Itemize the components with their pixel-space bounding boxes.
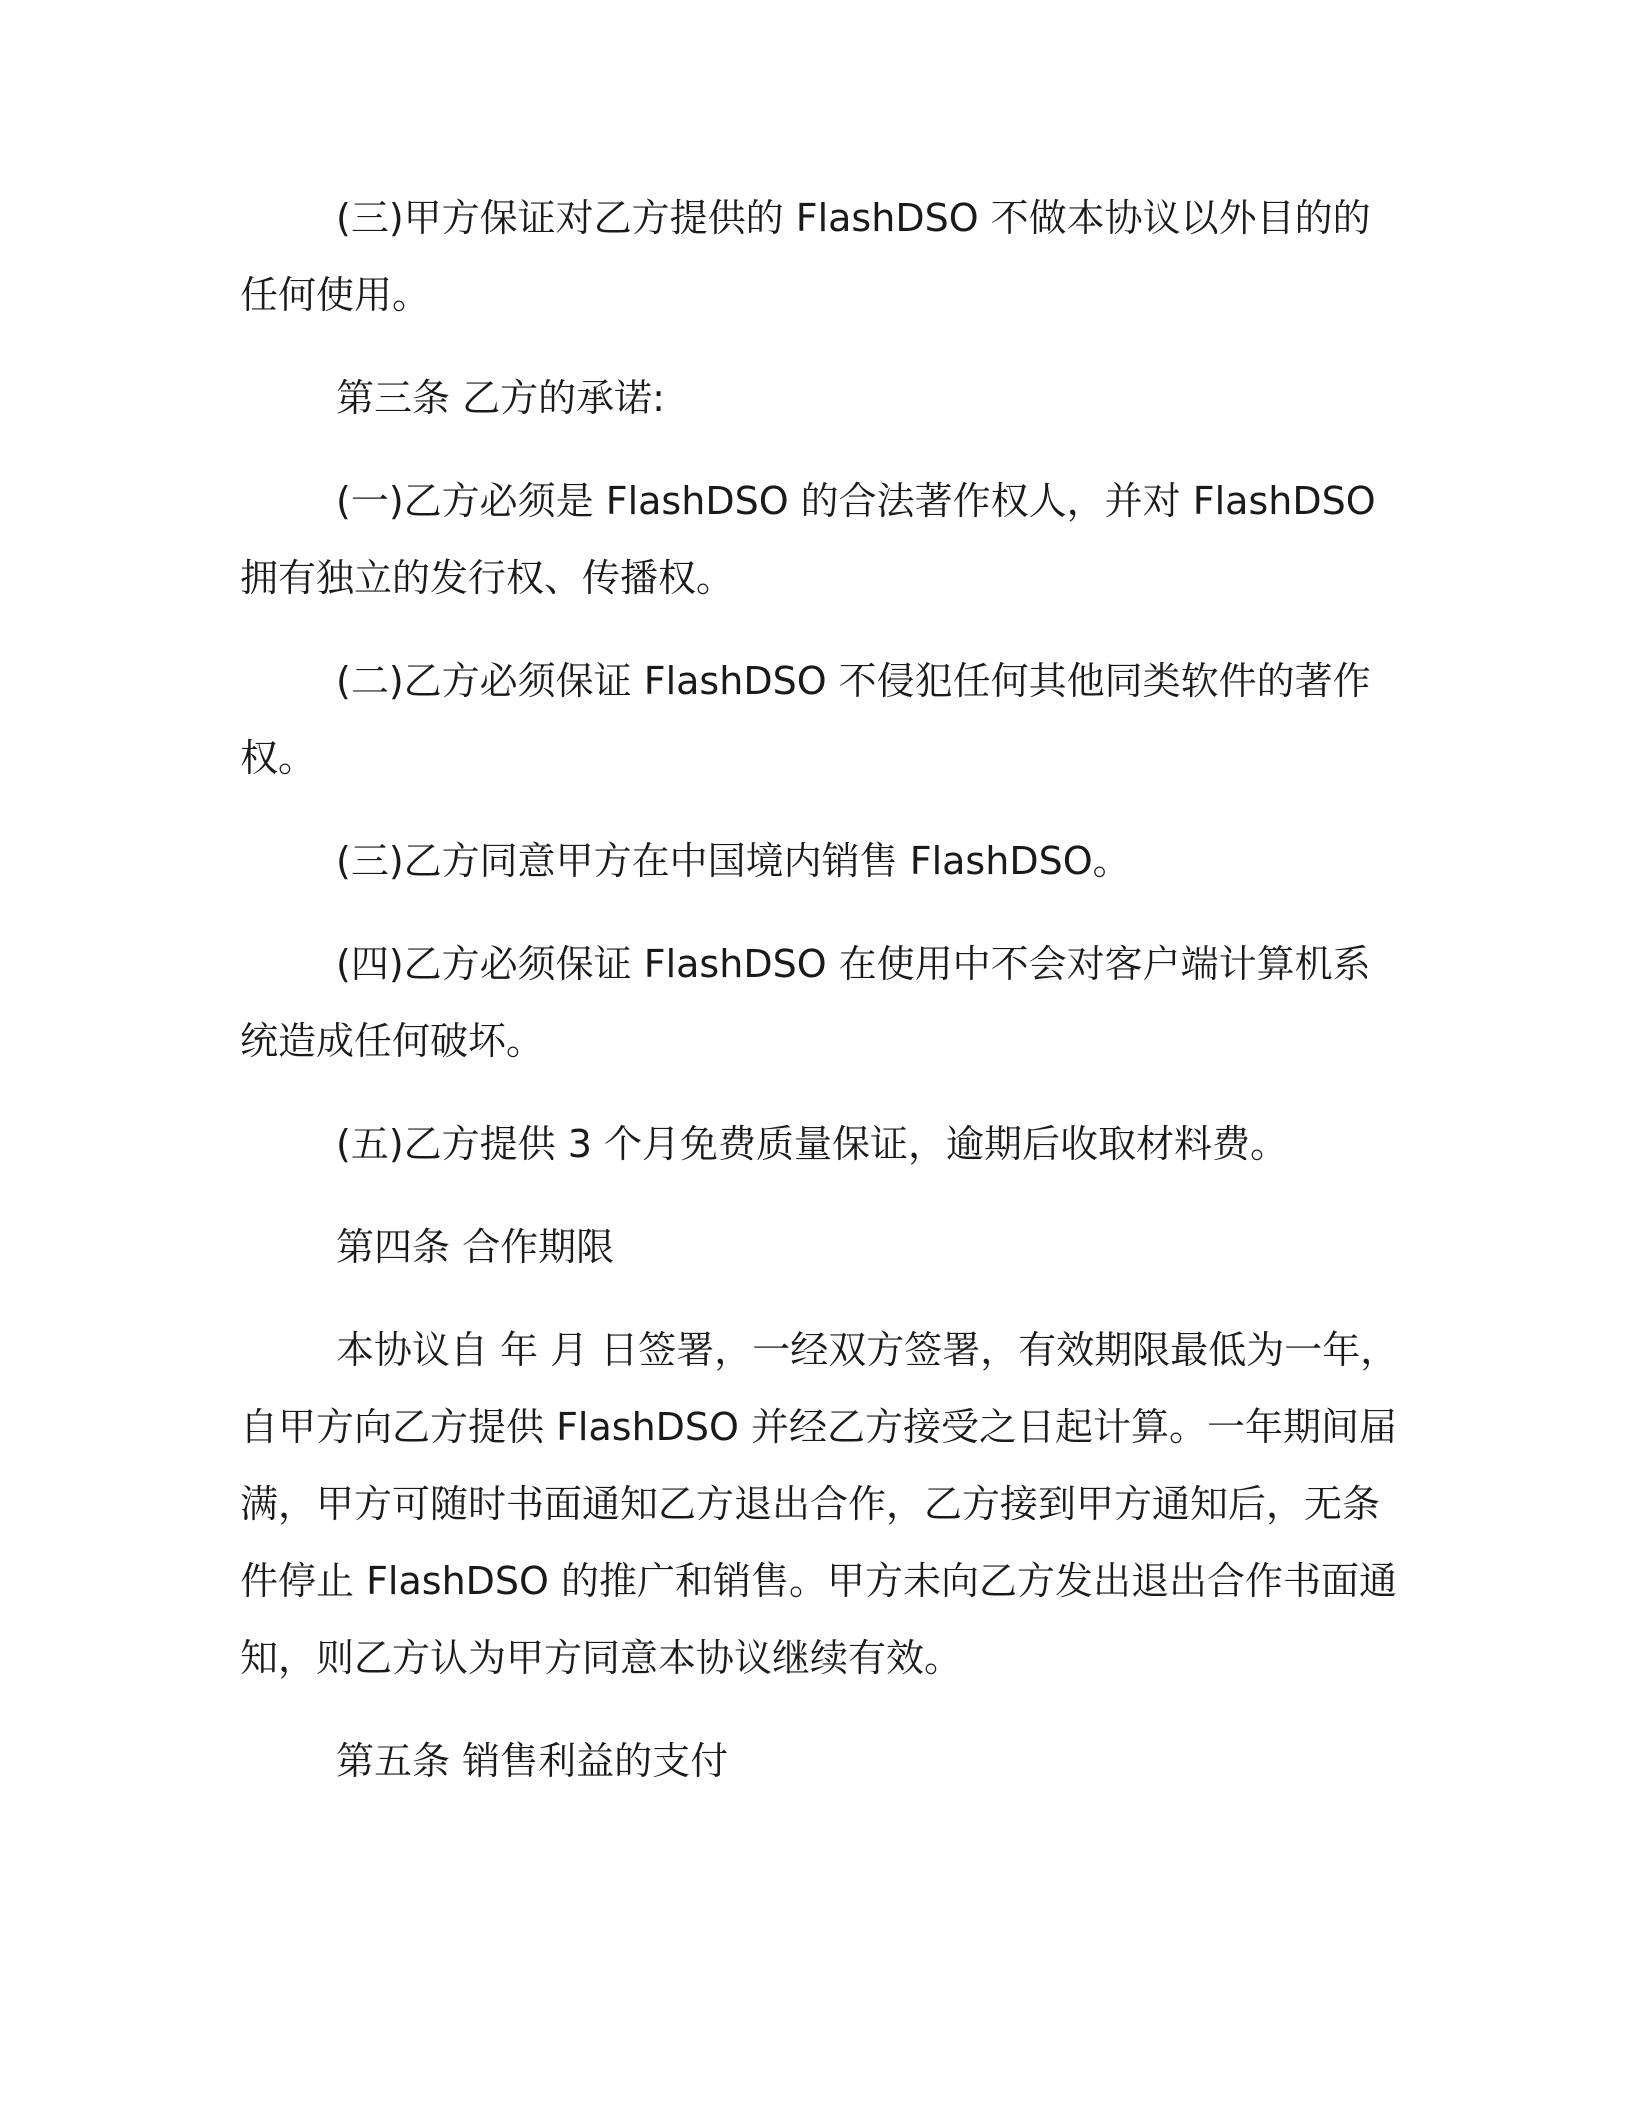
article-3-heading: 第三条 乙方的承诺: — [336, 376, 665, 420]
article-3-item-3: (三)乙方同意甲方在中国境内销售 FlashDSO。 — [336, 839, 1131, 883]
article-5-heading: 第五条 销售利益的支付 — [336, 1739, 729, 1783]
article-4-body: 本协议自 年 月 日签署，一经双方签署，有效期限最低为一年，自甲方向乙方提供 FlashDSO 并经乙方接受之日起计算。一年期间届满，甲方可随时书面通知乙方退出合作，乙方接到甲方通知后，无条件停止 FlashDSO 的推广和销售。甲方未向乙方发出退出合作书面通知，则乙方认为甲方同意本协议继续有效。 — [240, 1328, 1399, 1680]
document-body — [240, 180, 1400, 1826]
article-3-item-4: (四)乙方必须保证 FlashDSO 在使用中不会对客户端计算机系统造成任何破坏。 — [240, 942, 1371, 1063]
clause-2-item-3: (三)甲方保证对乙方提供的 FlashDSO 不做本协议以外目的的任何使用。 — [240, 196, 1371, 317]
article-4-heading: 第四条 合作期限 — [336, 1225, 615, 1269]
article-3-item-5: (五)乙方提供 3 个月免费质量保证，逾期后收取材料费。 — [336, 1122, 1288, 1166]
article-3-item-2: (二)乙方必须保证 FlashDSO 不侵犯任何其他同类软件的著作权。 — [240, 659, 1371, 780]
article-3-item-1: (一)乙方必须是 FlashDSO 的合法著作权人，并对 FlashDSO 拥有独立的发行权、传播权。 — [240, 479, 1376, 600]
